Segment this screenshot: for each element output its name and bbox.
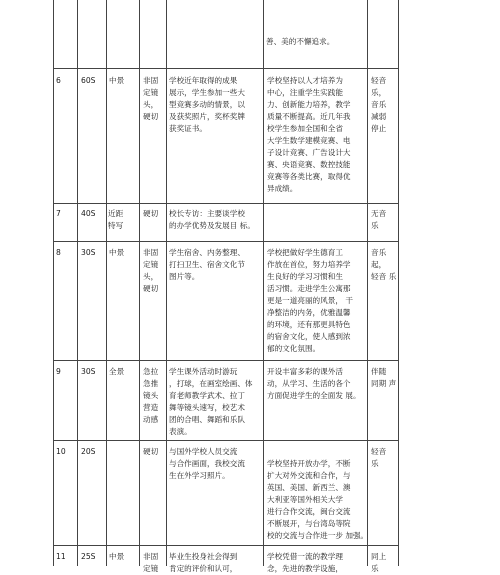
shot-number: 6 bbox=[56, 76, 61, 85]
picture-content: 学生课外活动时游玩 ，打球，在画室绘画、体 育老师教学武术、拉丁 舞等镜头速写，校艺术 团的合唱、舞蹈和乐队 表演。 bbox=[169, 367, 253, 436]
narration-text: 学校把做好学生德育工 作放在首位，努力培养学 生良好的学习习惯和生 活习惯。走进学生公寓那 更是一道亮丽的风景， 干 净整洁的内务，优雅温馨 的环境，还有那更具特色 的宿舍文化，使人感到浓 郁的文化氛围。 bbox=[267, 248, 353, 353]
row-divider bbox=[53, 360, 398, 361]
narration-text: 学校坚持开放办学，不断 扩大对外交流和合作，与 英国、美国、新西兰、澳 大利亚等国外相关大学 进行合作交流，闽台交流 不断展开，与台湾岛等院 校的交流与合作进一步 加强。 bbox=[267, 459, 369, 540]
shot-size: 中景 bbox=[109, 248, 125, 257]
column-divider bbox=[106, 0, 107, 566]
shot-number: 11 bbox=[56, 552, 66, 561]
picture-content: 校长专访：主要谈学校 的办学优势及发展目 标。 bbox=[169, 209, 255, 230]
shot-size: 中景 bbox=[109, 76, 125, 85]
camera-technique: 硬切 bbox=[143, 209, 159, 218]
narration-text: 学校凭借一流的教学理 念，先进的教学设施， bbox=[267, 552, 343, 573]
shot-number: 10 bbox=[56, 447, 66, 456]
picture-content: 与国外学校人员交流 与合作画面，我校交流 生在外学习照片。 bbox=[169, 447, 245, 480]
row-divider bbox=[53, 440, 398, 441]
row-divider bbox=[53, 68, 398, 69]
shot-duration: 60S bbox=[81, 76, 96, 85]
picture-content: 学生宿舍、内务整理、 打扫卫生、宿舍文化节 图片等。 bbox=[169, 248, 245, 281]
music-note: 音乐 起， 轻音 乐 bbox=[371, 248, 397, 281]
camera-technique: 非固 定镜 bbox=[143, 552, 159, 573]
column-divider bbox=[263, 0, 264, 566]
row-divider bbox=[53, 203, 398, 204]
previous-row-fragment: 善、美的不懈追求。 bbox=[266, 37, 335, 46]
camera-technique: 急拉 急推 镜头 营造 动感 bbox=[143, 367, 159, 424]
music-note: 同上 乐 bbox=[371, 552, 387, 573]
shot-duration: 40S bbox=[81, 209, 96, 218]
shot-size: 全景 bbox=[109, 367, 125, 376]
shot-duration: 30S bbox=[81, 367, 96, 376]
shot-size: 中景 bbox=[109, 552, 125, 561]
shot-size: 近距 特写 bbox=[108, 209, 124, 230]
shot-duration: 20S bbox=[81, 447, 96, 456]
row-divider bbox=[53, 241, 398, 242]
camera-technique: 非固 定镜 头， 硬切 bbox=[143, 76, 159, 121]
camera-technique: 非固 定镜 头， 硬切 bbox=[143, 248, 159, 293]
picture-content: 毕业生投身社会得到 肯定的评价和认可， bbox=[169, 552, 238, 573]
narration-text: 开设丰富多彩的课外活 动，从学习、生活的各个 方面促进学生的全面发 展。 bbox=[267, 367, 361, 400]
music-note: 无音 乐 bbox=[371, 209, 387, 230]
music-note: 轻音 乐， 音乐 减弱 停止 bbox=[371, 76, 387, 133]
row-divider bbox=[53, 545, 398, 546]
column-divider bbox=[166, 0, 167, 566]
column-divider bbox=[77, 0, 78, 566]
music-note: 轻音 乐 bbox=[371, 447, 387, 468]
shot-duration: 30S bbox=[81, 248, 96, 257]
shot-number: 9 bbox=[56, 367, 61, 376]
table-border-left bbox=[53, 0, 54, 566]
table-border-right bbox=[398, 0, 399, 566]
music-note: 伴随 同期 声 bbox=[371, 367, 397, 388]
column-divider bbox=[139, 0, 140, 566]
shot-number: 8 bbox=[56, 248, 61, 257]
camera-technique: 硬切 bbox=[143, 447, 159, 456]
picture-content: 学校近年取得的成果 展示，学生参加一些大 型竞赛多动的情景，以 及获奖照片，奖杯奖牌 获奖证书。 bbox=[169, 76, 245, 133]
narration-text: 学校坚持以人才培养为 中心，注重学生实践能 力、创新能力培养，教学 质量不断提高。近几年我 校学生参加全国和全省 大学生数学建模竞赛、电 子设计竞赛、广告设计大 赛、央语竞赛、数控技能 竞赛等各类比赛，取得优 异成绩。 bbox=[267, 76, 351, 193]
shot-number: 7 bbox=[56, 209, 61, 218]
shot-duration: 25S bbox=[81, 552, 96, 561]
